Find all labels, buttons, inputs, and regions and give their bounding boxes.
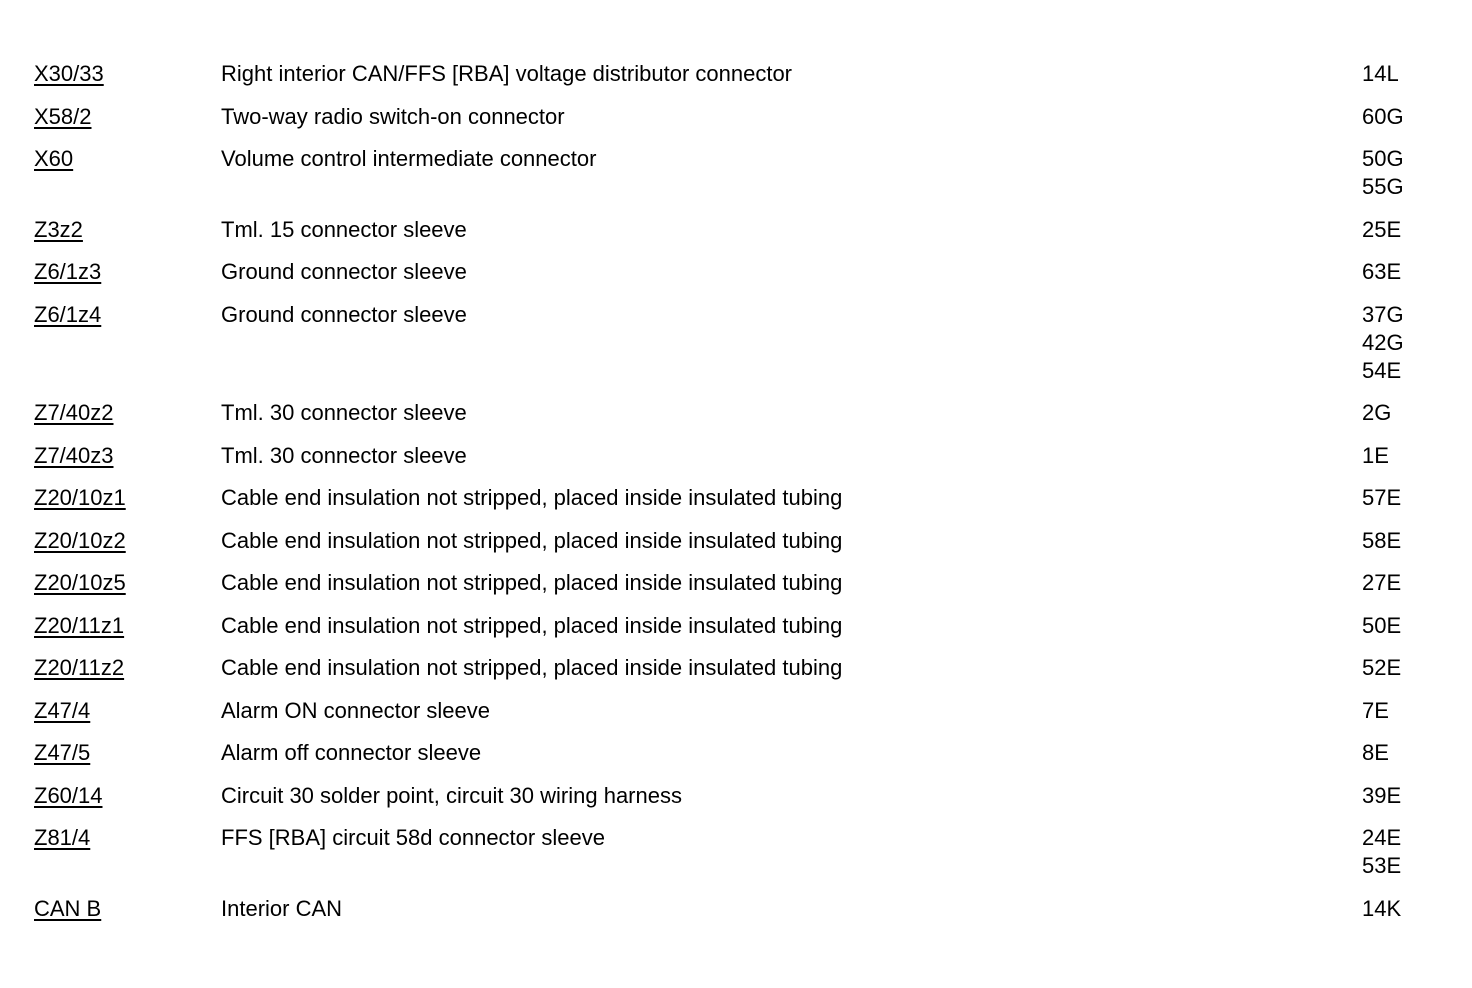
- grid-coordinate: 53E: [1362, 853, 1402, 878]
- grid-coordinates: [1362, 216, 1442, 244]
- component-code-link[interactable]: X30/33: [34, 61, 104, 86]
- grid-coordinate: 2G: [1362, 400, 1392, 425]
- component-description: Volume control intermediate connector: [221, 146, 597, 171]
- grid-coordinate: 1E: [1362, 442, 1389, 468]
- legend-row: [34, 569, 1454, 597]
- grid-coordinates: [1362, 824, 1442, 880]
- component-description: Cable end insulation not stripped, placed inside insulated tubing: [221, 655, 843, 680]
- grid-coordinates: [1362, 301, 1442, 385]
- grid-coordinate: 58E: [1362, 527, 1402, 553]
- component-description: Two-way radio switch-on connector: [221, 103, 565, 129]
- grid-coordinate: 60G: [1362, 103, 1404, 129]
- component-description: Circuit 30 solder point, circuit 30 wiring harness: [221, 782, 682, 808]
- grid-coordinates: [1362, 60, 1442, 88]
- component-description: Right interior CAN/FFS [RBA] voltage distributor connector: [221, 61, 793, 86]
- component-code-link[interactable]: Z7/40z3: [34, 442, 114, 468]
- grid-coordinates: [1362, 527, 1442, 555]
- grid-coordinate: 8E: [1362, 740, 1389, 765]
- grid-coordinate: 14K: [1362, 895, 1402, 921]
- legend-row: [34, 739, 1454, 767]
- grid-coordinate: 63E: [1362, 259, 1402, 284]
- component-description: Tml. 30 connector sleeve: [221, 400, 467, 425]
- legend-row: [34, 782, 1454, 810]
- legend-row: [34, 145, 1454, 201]
- grid-coordinate: 57E: [1362, 485, 1402, 510]
- component-code-link[interactable]: Z6/1z4: [34, 301, 102, 327]
- component-description: Cable end insulation not stripped, placed inside insulated tubing: [221, 485, 843, 510]
- grid-coordinates: [1362, 612, 1442, 640]
- grid-coordinate: 27E: [1362, 570, 1402, 595]
- grid-coordinate: 7E: [1362, 697, 1389, 723]
- legend-row: [34, 442, 1454, 470]
- grid-coordinates: [1362, 782, 1442, 810]
- grid-coordinate: 14L: [1362, 61, 1399, 86]
- grid-coordinate: 24E: [1362, 825, 1402, 850]
- component-code-link[interactable]: CAN B: [34, 895, 102, 921]
- grid-coordinates: [1362, 103, 1442, 131]
- component-code-link[interactable]: Z47/5: [34, 740, 91, 765]
- component-code-link[interactable]: X60: [34, 146, 74, 171]
- component-code-link[interactable]: Z81/4: [34, 825, 91, 850]
- grid-coordinate: 25E: [1362, 216, 1402, 242]
- grid-coordinate: 50E: [1362, 612, 1402, 638]
- grid-coordinates: [1362, 484, 1442, 512]
- grid-coordinates: [1362, 697, 1442, 725]
- component-code-link[interactable]: Z6/1z3: [34, 259, 102, 284]
- grid-coordinates: [1362, 739, 1442, 767]
- component-description: Alarm off connector sleeve: [221, 740, 482, 765]
- component-description: Ground connector sleeve: [221, 301, 467, 327]
- component-description: Tml. 15 connector sleeve: [221, 216, 467, 242]
- legend-row: [34, 654, 1454, 682]
- grid-coordinate: 37G: [1362, 301, 1404, 327]
- grid-coordinates: [1362, 654, 1442, 682]
- component-code-link[interactable]: Z20/10z1: [34, 485, 126, 510]
- legend-row: [34, 697, 1454, 725]
- component-description: Cable end insulation not stripped, placed inside insulated tubing: [221, 570, 843, 595]
- grid-coordinate: 42G: [1362, 329, 1404, 355]
- component-legend-list: [34, 60, 1454, 937]
- component-code-link[interactable]: Z7/40z2: [34, 400, 114, 425]
- component-code-link[interactable]: Z47/4: [34, 697, 91, 723]
- grid-coordinate: 54E: [1362, 357, 1402, 383]
- legend-row: [34, 103, 1454, 131]
- legend-row: [34, 824, 1454, 880]
- component-description: Alarm ON connector sleeve: [221, 697, 490, 723]
- component-description: Cable end insulation not stripped, placed inside insulated tubing: [221, 612, 843, 638]
- grid-coordinates: [1362, 258, 1442, 286]
- grid-coordinate: 50G: [1362, 146, 1404, 171]
- component-code-link[interactable]: Z60/14: [34, 782, 103, 808]
- legend-row: [34, 258, 1454, 286]
- legend-row: [34, 612, 1454, 640]
- component-code-link[interactable]: Z20/11z1: [34, 612, 125, 638]
- grid-coordinates: [1362, 399, 1442, 427]
- component-description: FFS [RBA] circuit 58d connector sleeve: [221, 825, 605, 850]
- component-code-link[interactable]: Z3z2: [34, 216, 83, 242]
- component-description: Interior CAN: [221, 895, 343, 921]
- legend-row: [34, 60, 1454, 88]
- legend-row: [34, 216, 1454, 244]
- grid-coordinates: [1362, 145, 1442, 201]
- component-code-link[interactable]: Z20/11z2: [34, 655, 125, 680]
- legend-row: [34, 527, 1454, 555]
- component-code-link[interactable]: Z20/10z5: [34, 570, 126, 595]
- component-description: Ground connector sleeve: [221, 259, 467, 284]
- legend-row: [34, 399, 1454, 427]
- grid-coordinates: [1362, 569, 1442, 597]
- component-code-link[interactable]: X58/2: [34, 103, 92, 129]
- grid-coordinate: 55G: [1362, 174, 1404, 199]
- legend-row: [34, 895, 1454, 923]
- component-code-link[interactable]: Z20/10z2: [34, 527, 126, 553]
- grid-coordinates: [1362, 442, 1442, 470]
- component-description: Tml. 30 connector sleeve: [221, 442, 467, 468]
- legend-row: [34, 484, 1454, 512]
- grid-coordinate: 39E: [1362, 782, 1402, 808]
- legend-row: [34, 301, 1454, 385]
- grid-coordinate: 52E: [1362, 655, 1402, 680]
- grid-coordinates: [1362, 895, 1442, 923]
- component-description: Cable end insulation not stripped, placed inside insulated tubing: [221, 527, 843, 553]
